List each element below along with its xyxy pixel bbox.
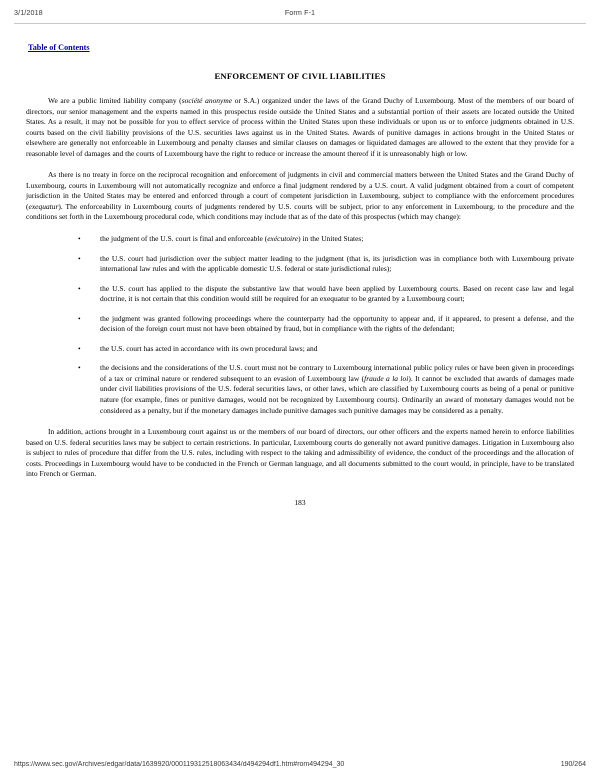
paragraph-2-italic-term: exequatur xyxy=(28,201,59,211)
list-item-italic-term: exécutoire xyxy=(267,234,299,244)
paragraph-2-text-a: As there is no treaty in force on the reciprocal recognition and enforcement of judgments in civil and commercial matters between the United States and the Grand Duchy of Luxembourg, courts in Luxembourg will not automatically recognize and enforce a final judgment rendered by a U.S. court. A valid judgment obtained from a court of competent jurisdiction in the United States may be entered and enforced through a court of competent jurisdiction in Luxembourg, subject to compliance with the enforcement procedures ( xyxy=(26,170,574,211)
paragraph-3: In addition, actions brought in a Luxembourg court against us or the members of our board of directors, our other officers and the experts named herein to enforce liabilities based on U.S. federal securities laws may be subject to certain restrictions. In particular, Luxembourg courts do generally not award punitive damages. Litigation in Luxembourg also is subject to rules of procedure that differ from the U.S. rules, including with respect to the taking and admissibility of evidence, the conduct of the proceedings and the allocation of costs. Proceedings in Luxembourg would have to be conducted in the French or German language, and all documents submitted to the court would, in principle, have to be translated into French or German. xyxy=(26,427,574,479)
bullet-marker: • xyxy=(78,234,81,244)
list-item-text-a: the U.S. court has acted in accordance with its own procedural laws; and xyxy=(100,343,318,353)
list-item xyxy=(26,344,574,355)
list-item-text-b: ) in the United States; xyxy=(298,234,364,244)
paragraph-1 xyxy=(26,96,574,159)
paragraph-2-text-b: ). The enforceability in Luxembourg courts of judgments rendered by U.S. courts will be subject, prior to any enforcement in Luxembourg, to the procedure and the conditions set forth in the Luxembourg procedural code, which conditions may include that as of the date of this prospectus (which may change): xyxy=(26,201,574,222)
document-content xyxy=(0,37,600,507)
paragraph-1-text-a: We are a public limited liability company ( xyxy=(48,96,182,105)
print-footer-page-count: 190/264 xyxy=(560,761,586,768)
list-item xyxy=(26,363,574,416)
print-header-form-title: Form F-1 xyxy=(284,8,316,17)
list-item xyxy=(26,234,574,245)
bullet-marker: • xyxy=(78,283,81,293)
print-footer xyxy=(0,761,600,768)
list-item-text-a: the judgment of the U.S. court is final and enforceable ( xyxy=(100,234,268,244)
list-item-italic-term: fraude a la loi xyxy=(364,373,409,383)
list-item xyxy=(26,314,574,335)
list-item xyxy=(26,284,574,305)
conditions-bullet-list xyxy=(26,234,574,416)
print-header-date: 3/1/2018 xyxy=(14,8,43,17)
bullet-marker: • xyxy=(78,253,81,263)
paragraph-1-text-b: or S.A.) organized under the laws of the Grand Duchy of Luxembourg. Most of the members of our board of directors, our senior management and the experts named in this prospectus reside outside the United States and a substantial portion of their assets are located outside the United States. As a result, it may not be possible for you to effect service of process within the United States upon these individuals or upon us or to enforce judgments obtained in U.S. courts based on the civil liability provisions of the U.S. securities laws against us in the United States. Awards of punitive damages in actions brought in the United States or elsewhere are generally not enforceable in Luxembourg and penalty clauses and similar clauses on damages or liquidated damages are allowed to the extent that they provide for a reasonable level of damages and the courts of Luxembourg have the right to reduce or increase the amount thereof if it is unreasonably high or low. xyxy=(26,96,574,158)
list-item-text-a: the U.S. court had jurisdiction over the subject matter leading to the judgment (that is, its jurisdiction was in compliance both with Luxembourg private international law rules and with the applicable domestic U.S. federal or state jurisdictional rules); xyxy=(100,253,574,274)
page-number: 183 xyxy=(294,497,306,507)
page-title: ENFORCEMENT OF CIVIL LIABILITIES xyxy=(214,71,386,81)
bullet-marker: • xyxy=(78,313,81,323)
table-of-contents-link[interactable]: Table of Contents xyxy=(28,43,90,52)
print-footer-url: https://www.sec.gov/Archives/edgar/data/1639920/000119312518063434/d494294df1.htm#rom494294_30 xyxy=(14,761,345,768)
paragraph-2 xyxy=(26,170,574,223)
print-header xyxy=(0,0,600,17)
list-item xyxy=(26,254,574,275)
paragraph-1-italic-term: société anonyme xyxy=(181,96,233,105)
list-item-text-a: the decisions and the considerations of the U.S. court must not be contrary to Luxembourg international public policy rules or have been given in proceedings of a tax or criminal nature or rendered subsequent to an evasion of Luxembourg law ( xyxy=(100,363,574,383)
list-item-text-b: ). It cannot be excluded that awards of damages made under civil liabilities provisions of the U.S. federal securities laws, or other laws, which are classified by Luxembourg courts as being of a penal or punitive nature (for example, fines or punitive damages, would not be recognized by Luxembourg courts). Ordinarily an award of monetary damages would not be considered as a penalty, but if the monetary damages include punitive damages such punitive damages may be considered as a penalty. xyxy=(100,373,574,415)
bullet-marker: • xyxy=(78,343,81,353)
header-divider xyxy=(14,23,586,24)
list-item-text-a: the judgment was granted following proceedings where the counterparty had the opportunity to appear and, if it appeared, to present a defense, and the decision of the foreign court must not have been obtained by fraud, but in compliance with the rights of the defendant; xyxy=(100,313,574,334)
list-item-text-a: the U.S. court has applied to the dispute the substantive law that would have been applied by Luxembourg courts. Based on recent case law and legal doctrine, it is not certain that this condition would still be required for an exequatur to be granted by a Luxembourg court; xyxy=(100,283,574,304)
bullet-marker: • xyxy=(78,363,81,373)
